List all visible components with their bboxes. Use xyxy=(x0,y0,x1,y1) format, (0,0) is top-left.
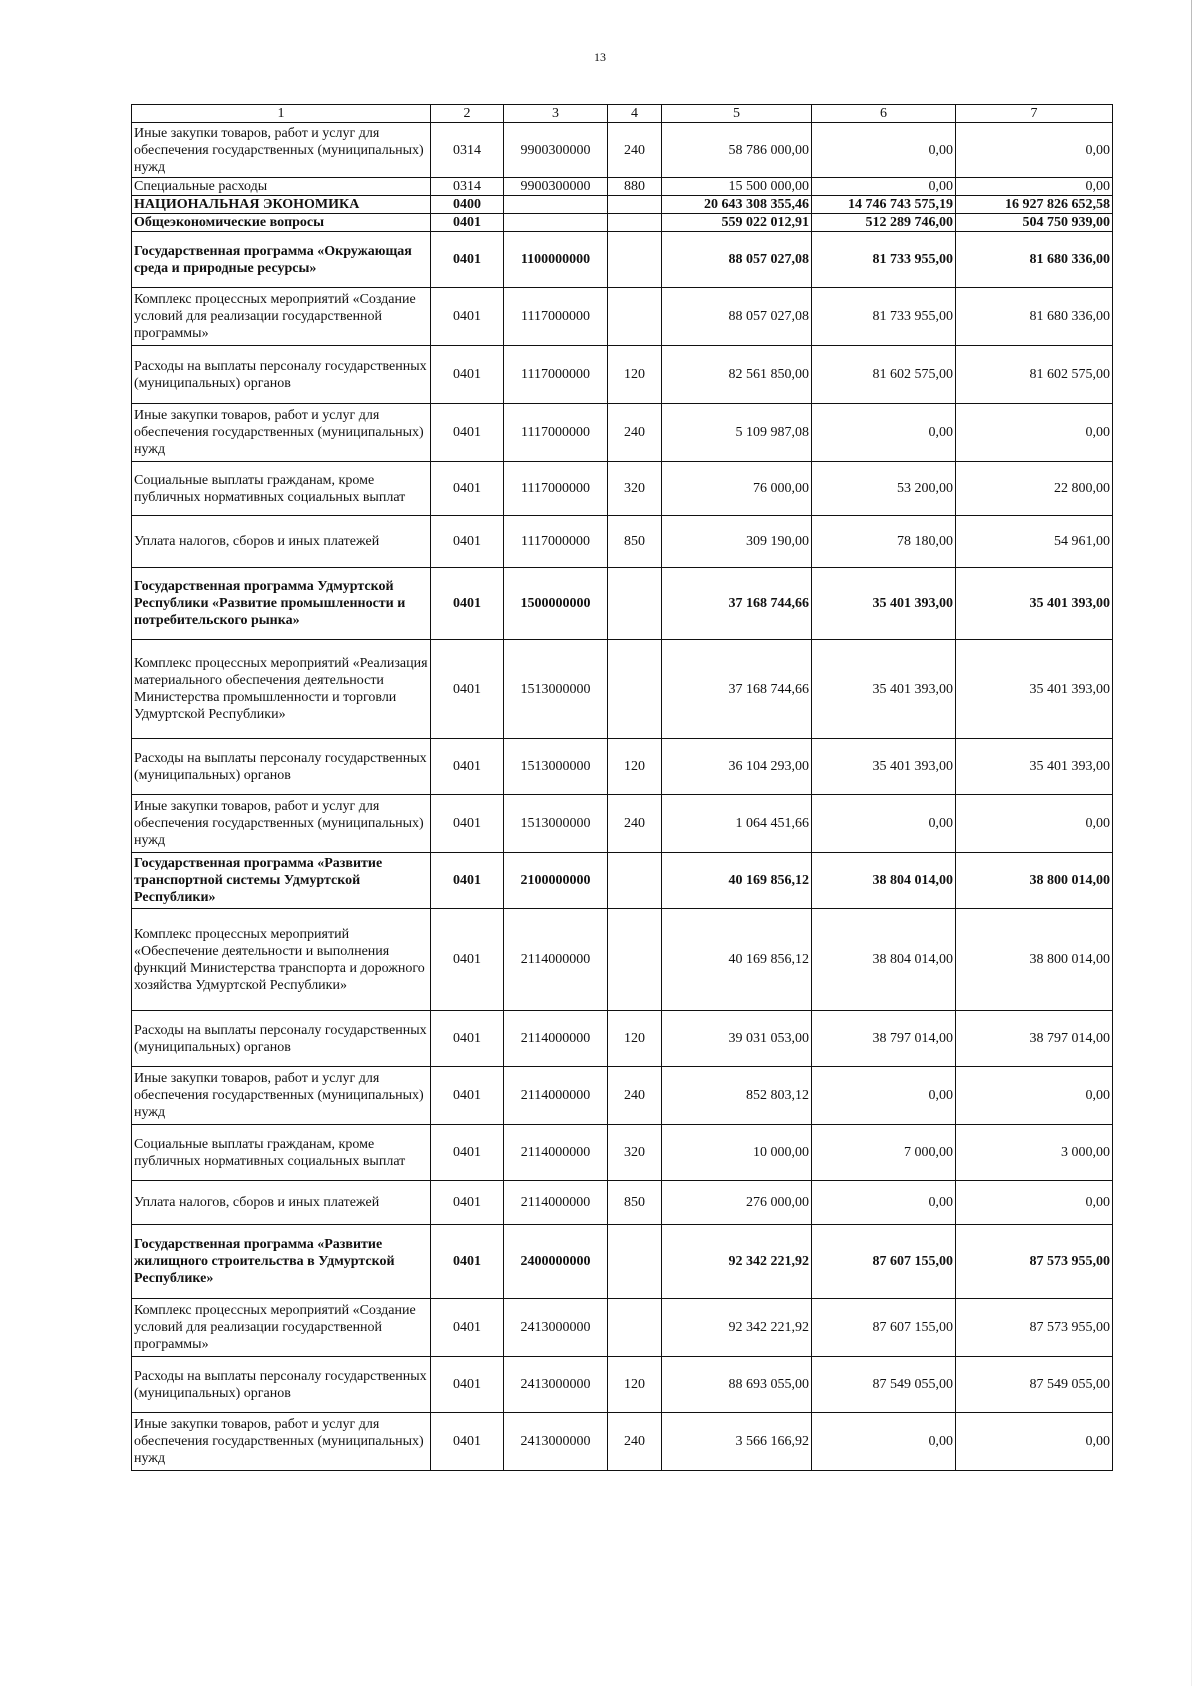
expense-type-code xyxy=(608,232,662,288)
amount-year-3: 35 401 393,00 xyxy=(956,739,1113,795)
expense-type-code: 240 xyxy=(608,1067,662,1125)
table-row xyxy=(132,1357,1113,1413)
amount-year-3: 0,00 xyxy=(956,178,1113,196)
row-name: Комплекс процессных мероприятий «Обеспечение деятельности и выполнения функций Министерства транспорта и дорожного хозяйства Удмуртской Республики» xyxy=(132,909,431,1011)
amount-year-3: 87 549 055,00 xyxy=(956,1357,1113,1413)
target-article-code: 1117000000 xyxy=(504,346,608,404)
column-number: 5 xyxy=(662,105,812,123)
column-number: 4 xyxy=(608,105,662,123)
row-name: Расходы на выплаты персоналу государственных (муниципальных) органов xyxy=(132,1011,431,1067)
amount-year-1: 10 000,00 xyxy=(662,1125,812,1181)
amount-year-2: 14 746 743 575,19 xyxy=(812,196,956,214)
target-article-code: 2413000000 xyxy=(504,1299,608,1357)
table-row xyxy=(132,640,1113,739)
section-code: 0401 xyxy=(431,1181,504,1225)
target-article-code: 1513000000 xyxy=(504,795,608,853)
amount-year-2: 35 401 393,00 xyxy=(812,640,956,739)
table-row xyxy=(132,1067,1113,1125)
table-row xyxy=(132,178,1113,196)
expense-type-code: 120 xyxy=(608,739,662,795)
table-row xyxy=(132,1011,1113,1067)
amount-year-2: 512 289 746,00 xyxy=(812,214,956,232)
table-row xyxy=(132,196,1113,214)
amount-year-1: 92 342 221,92 xyxy=(662,1299,812,1357)
amount-year-2: 35 401 393,00 xyxy=(812,739,956,795)
expense-type-code: 320 xyxy=(608,462,662,516)
amount-year-1: 39 031 053,00 xyxy=(662,1011,812,1067)
amount-year-3: 0,00 xyxy=(956,1067,1113,1125)
row-name: Расходы на выплаты персоналу государственных (муниципальных) органов xyxy=(132,739,431,795)
section-code: 0401 xyxy=(431,853,504,909)
amount-year-3: 0,00 xyxy=(956,404,1113,462)
row-name: Социальные выплаты гражданам, кроме публичных нормативных социальных выплат xyxy=(132,1125,431,1181)
amount-year-3: 0,00 xyxy=(956,1181,1113,1225)
row-name: Социальные выплаты гражданам, кроме публичных нормативных социальных выплат xyxy=(132,462,431,516)
row-name: Государственная программа «Окружающая среда и природные ресурсы» xyxy=(132,232,431,288)
amount-year-3: 38 800 014,00 xyxy=(956,853,1113,909)
target-article-code: 2114000000 xyxy=(504,1181,608,1225)
budget-table xyxy=(131,104,1113,1471)
row-name: Общеэкономические вопросы xyxy=(132,214,431,232)
amount-year-1: 88 057 027,08 xyxy=(662,288,812,346)
expense-type-code xyxy=(608,568,662,640)
section-code: 0401 xyxy=(431,462,504,516)
section-code: 0401 xyxy=(431,640,504,739)
target-article-code: 2413000000 xyxy=(504,1357,608,1413)
section-code: 0401 xyxy=(431,1011,504,1067)
row-name: Расходы на выплаты персоналу государственных (муниципальных) органов xyxy=(132,346,431,404)
row-name: Комплекс процессных мероприятий «Создание условий для реализации государственной программы» xyxy=(132,288,431,346)
table-row xyxy=(132,516,1113,568)
section-code: 0401 xyxy=(431,1225,504,1299)
amount-year-2: 78 180,00 xyxy=(812,516,956,568)
amount-year-1: 15 500 000,00 xyxy=(662,178,812,196)
amount-year-1: 92 342 221,92 xyxy=(662,1225,812,1299)
table-row xyxy=(132,1225,1113,1299)
amount-year-1: 82 561 850,00 xyxy=(662,346,812,404)
amount-year-3: 0,00 xyxy=(956,1413,1113,1471)
row-name: Комплекс процессных мероприятий «Создание условий для реализации государственной программы» xyxy=(132,1299,431,1357)
amount-year-1: 76 000,00 xyxy=(662,462,812,516)
section-code: 0401 xyxy=(431,346,504,404)
amount-year-1: 559 022 012,91 xyxy=(662,214,812,232)
amount-year-2: 81 733 955,00 xyxy=(812,232,956,288)
target-article-code: 1117000000 xyxy=(504,288,608,346)
table-row xyxy=(132,568,1113,640)
section-code: 0314 xyxy=(431,178,504,196)
expense-type-code xyxy=(608,214,662,232)
row-name: Иные закупки товаров, работ и услуг для обеспечения государственных (муниципальных) нужд xyxy=(132,795,431,853)
expense-type-code xyxy=(608,288,662,346)
target-article-code: 2100000000 xyxy=(504,853,608,909)
expense-type-code: 240 xyxy=(608,795,662,853)
table-row xyxy=(132,346,1113,404)
expense-type-code: 850 xyxy=(608,516,662,568)
amount-year-2: 0,00 xyxy=(812,404,956,462)
row-name: Расходы на выплаты персоналу государственных (муниципальных) органов xyxy=(132,1357,431,1413)
amount-year-1: 40 169 856,12 xyxy=(662,909,812,1011)
amount-year-3: 0,00 xyxy=(956,123,1113,178)
amount-year-1: 37 168 744,66 xyxy=(662,640,812,739)
target-article-code: 9900300000 xyxy=(504,123,608,178)
section-code: 0401 xyxy=(431,214,504,232)
target-article-code: 9900300000 xyxy=(504,178,608,196)
amount-year-3: 3 000,00 xyxy=(956,1125,1113,1181)
amount-year-3: 0,00 xyxy=(956,795,1113,853)
amount-year-3: 504 750 939,00 xyxy=(956,214,1113,232)
target-article-code: 1100000000 xyxy=(504,232,608,288)
amount-year-2: 0,00 xyxy=(812,178,956,196)
amount-year-2: 0,00 xyxy=(812,795,956,853)
amount-year-1: 309 190,00 xyxy=(662,516,812,568)
table-row xyxy=(132,1299,1113,1357)
section-code: 0401 xyxy=(431,404,504,462)
target-article-code: 2114000000 xyxy=(504,1125,608,1181)
amount-year-3: 22 800,00 xyxy=(956,462,1113,516)
amount-year-2: 81 733 955,00 xyxy=(812,288,956,346)
table-row xyxy=(132,1125,1113,1181)
amount-year-1: 88 057 027,08 xyxy=(662,232,812,288)
row-name: Комплекс процессных мероприятий «Реализация материального обеспечения деятельности Министерства промышленности и торговли Удмуртской Республики» xyxy=(132,640,431,739)
row-name: Иные закупки товаров, работ и услуг для обеспечения государственных (муниципальных) нужд xyxy=(132,123,431,178)
target-article-code: 2114000000 xyxy=(504,1067,608,1125)
table-row xyxy=(132,909,1113,1011)
column-number-row xyxy=(132,105,1113,123)
table-row xyxy=(132,123,1113,178)
expense-type-code: 240 xyxy=(608,1413,662,1471)
section-code: 0401 xyxy=(431,232,504,288)
expense-type-code: 120 xyxy=(608,1357,662,1413)
amount-year-1: 3 566 166,92 xyxy=(662,1413,812,1471)
column-number: 6 xyxy=(812,105,956,123)
amount-year-2: 0,00 xyxy=(812,1413,956,1471)
table-row xyxy=(132,214,1113,232)
target-article-code: 2114000000 xyxy=(504,1011,608,1067)
target-article-code: 1117000000 xyxy=(504,404,608,462)
section-code: 0401 xyxy=(431,516,504,568)
amount-year-3: 54 961,00 xyxy=(956,516,1113,568)
amount-year-1: 40 169 856,12 xyxy=(662,853,812,909)
amount-year-1: 20 643 308 355,46 xyxy=(662,196,812,214)
row-name: Иные закупки товаров, работ и услуг для обеспечения государственных (муниципальных) нужд xyxy=(132,1067,431,1125)
expense-type-code xyxy=(608,640,662,739)
scan-edge-mark xyxy=(1191,0,1192,1686)
section-code: 0401 xyxy=(431,795,504,853)
expense-type-code xyxy=(608,196,662,214)
expense-type-code xyxy=(608,853,662,909)
amount-year-1: 852 803,12 xyxy=(662,1067,812,1125)
table-row xyxy=(132,1413,1113,1471)
target-article-code: 2114000000 xyxy=(504,909,608,1011)
expense-type-code xyxy=(608,909,662,1011)
section-code: 0401 xyxy=(431,288,504,346)
amount-year-3: 81 680 336,00 xyxy=(956,288,1113,346)
section-code: 0314 xyxy=(431,123,504,178)
amount-year-2: 81 602 575,00 xyxy=(812,346,956,404)
target-article-code: 1117000000 xyxy=(504,516,608,568)
table-row xyxy=(132,232,1113,288)
target-article-code: 1513000000 xyxy=(504,640,608,739)
expense-type-code: 120 xyxy=(608,346,662,404)
amount-year-1: 276 000,00 xyxy=(662,1181,812,1225)
target-article-code xyxy=(504,196,608,214)
amount-year-2: 35 401 393,00 xyxy=(812,568,956,640)
table-row xyxy=(132,404,1113,462)
amount-year-2: 7 000,00 xyxy=(812,1125,956,1181)
amount-year-3: 81 680 336,00 xyxy=(956,232,1113,288)
row-name: Государственная программа «Развитие жилищного строительства в Удмуртской Республике» xyxy=(132,1225,431,1299)
amount-year-2: 87 607 155,00 xyxy=(812,1225,956,1299)
row-name: Уплата налогов, сборов и иных платежей xyxy=(132,516,431,568)
section-code: 0401 xyxy=(431,1067,504,1125)
amount-year-2: 38 804 014,00 xyxy=(812,853,956,909)
row-name: Уплата налогов, сборов и иных платежей xyxy=(132,1181,431,1225)
expense-type-code: 880 xyxy=(608,178,662,196)
row-name: Государственная программа Удмуртской Республики «Развитие промышленности и потребительского рынка» xyxy=(132,568,431,640)
section-code: 0401 xyxy=(431,568,504,640)
row-name: Иные закупки товаров, работ и услуг для обеспечения государственных (муниципальных) нужд xyxy=(132,404,431,462)
amount-year-2: 0,00 xyxy=(812,123,956,178)
section-code: 0400 xyxy=(431,196,504,214)
amount-year-3: 35 401 393,00 xyxy=(956,568,1113,640)
table-row xyxy=(132,288,1113,346)
amount-year-3: 16 927 826 652,58 xyxy=(956,196,1113,214)
table-body xyxy=(132,123,1113,1471)
amount-year-3: 35 401 393,00 xyxy=(956,640,1113,739)
amount-year-3: 38 797 014,00 xyxy=(956,1011,1113,1067)
amount-year-2: 0,00 xyxy=(812,1067,956,1125)
section-code: 0401 xyxy=(431,1125,504,1181)
column-number: 2 xyxy=(431,105,504,123)
table-row xyxy=(132,462,1113,516)
amount-year-3: 38 800 014,00 xyxy=(956,909,1113,1011)
row-name: Иные закупки товаров, работ и услуг для обеспечения государственных (муниципальных) нужд xyxy=(132,1413,431,1471)
column-number: 7 xyxy=(956,105,1113,123)
amount-year-2: 38 804 014,00 xyxy=(812,909,956,1011)
amount-year-1: 1 064 451,66 xyxy=(662,795,812,853)
table-row xyxy=(132,853,1113,909)
table-row xyxy=(132,1181,1113,1225)
page-number: 13 xyxy=(594,50,606,64)
table-row xyxy=(132,739,1113,795)
row-name: НАЦИОНАЛЬНАЯ ЭКОНОМИКА xyxy=(132,196,431,214)
expense-type-code: 240 xyxy=(608,123,662,178)
target-article-code: 2400000000 xyxy=(504,1225,608,1299)
target-article-code: 2413000000 xyxy=(504,1413,608,1471)
expense-type-code xyxy=(608,1225,662,1299)
amount-year-2: 38 797 014,00 xyxy=(812,1011,956,1067)
target-article-code: 1117000000 xyxy=(504,462,608,516)
expense-type-code xyxy=(608,1299,662,1357)
target-article-code: 1500000000 xyxy=(504,568,608,640)
target-article-code xyxy=(504,214,608,232)
section-code: 0401 xyxy=(431,1299,504,1357)
expense-type-code: 240 xyxy=(608,404,662,462)
amount-year-2: 87 607 155,00 xyxy=(812,1299,956,1357)
target-article-code: 1513000000 xyxy=(504,739,608,795)
section-code: 0401 xyxy=(431,909,504,1011)
amount-year-1: 36 104 293,00 xyxy=(662,739,812,795)
amount-year-3: 81 602 575,00 xyxy=(956,346,1113,404)
amount-year-2: 0,00 xyxy=(812,1181,956,1225)
column-number: 1 xyxy=(132,105,431,123)
row-name: Специальные расходы xyxy=(132,178,431,196)
section-code: 0401 xyxy=(431,1413,504,1471)
amount-year-2: 53 200,00 xyxy=(812,462,956,516)
amount-year-2: 87 549 055,00 xyxy=(812,1357,956,1413)
expense-type-code: 320 xyxy=(608,1125,662,1181)
amount-year-1: 5 109 987,08 xyxy=(662,404,812,462)
expense-type-code: 850 xyxy=(608,1181,662,1225)
amount-year-1: 58 786 000,00 xyxy=(662,123,812,178)
amount-year-1: 37 168 744,66 xyxy=(662,568,812,640)
amount-year-3: 87 573 955,00 xyxy=(956,1225,1113,1299)
section-code: 0401 xyxy=(431,1357,504,1413)
amount-year-3: 87 573 955,00 xyxy=(956,1299,1113,1357)
expense-type-code: 120 xyxy=(608,1011,662,1067)
amount-year-1: 88 693 055,00 xyxy=(662,1357,812,1413)
table-row xyxy=(132,795,1113,853)
section-code: 0401 xyxy=(431,739,504,795)
row-name: Государственная программа «Развитие транспортной системы Удмуртской Республики» xyxy=(132,853,431,909)
column-number: 3 xyxy=(504,105,608,123)
